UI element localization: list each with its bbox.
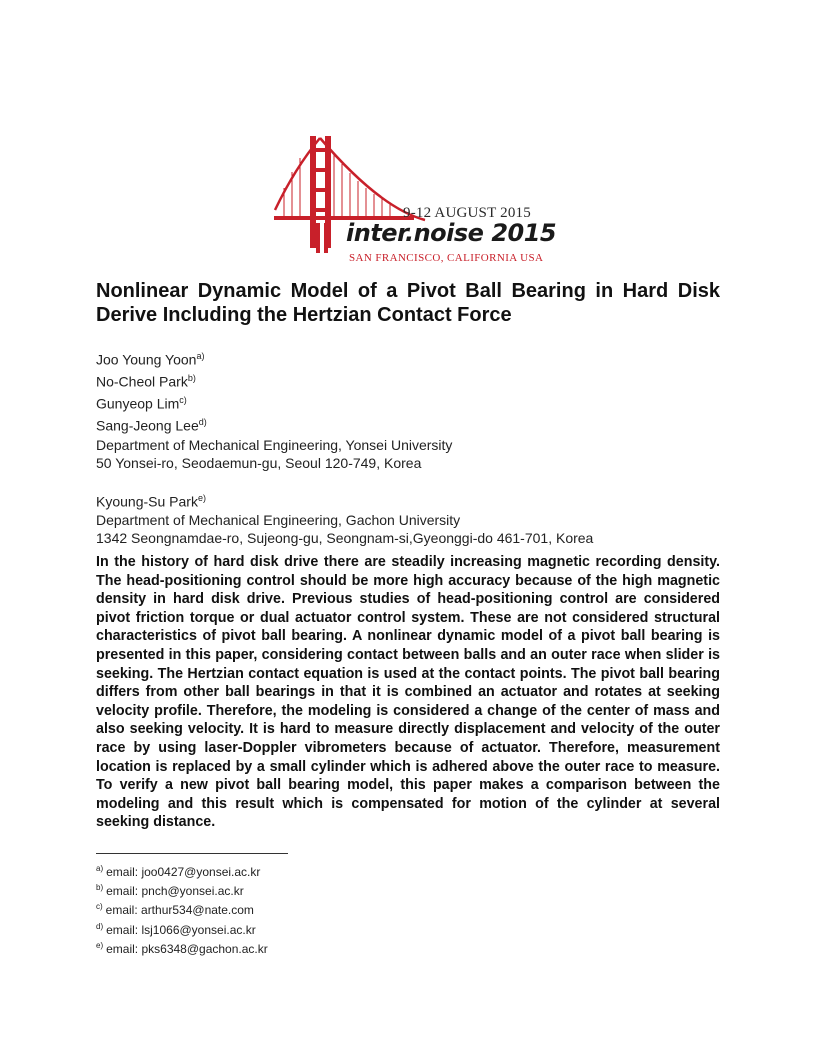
- footnote-mark: e): [96, 940, 104, 950]
- footnote-email: email: pks6348@gachon.ac.kr: [106, 941, 268, 956]
- author-mark: e): [197, 492, 206, 503]
- footnote: [96, 899, 268, 918]
- conference-location: SAN FRANCISCO, CALIFORNIA USA: [349, 252, 544, 264]
- author-line: [96, 369, 593, 391]
- conference-date: 9-12 AUGUST 2015: [403, 205, 531, 221]
- footnotes: [96, 861, 268, 957]
- author-mark: d): [198, 417, 207, 428]
- footnote-email: email: arthur534@nate.com: [105, 903, 254, 918]
- conference-logo-bridge: [270, 128, 560, 268]
- footnote-email: email: pnch@yonsei.ac.kr: [106, 884, 244, 899]
- author-line: [96, 489, 593, 511]
- author-mark: c): [179, 395, 187, 406]
- address: 50 Yonsei-ro, Seodaemun-gu, Seoul 120-749, Korea: [96, 455, 422, 472]
- author-name: Gunyeop Lim: [96, 395, 180, 412]
- footnote: [96, 861, 268, 880]
- author-name: Sang-Jeong Lee: [96, 418, 199, 435]
- affiliation: Department of Mechanical Engineering, Yonsei University: [96, 436, 453, 453]
- author-line: [96, 391, 593, 413]
- footnote-email: email: joo0427@yonsei.ac.kr: [106, 865, 261, 879]
- author-mark: b): [187, 373, 196, 384]
- address: 1342 Seongnamdae-ro, Sujeong-gu, Seongnam-si,Gyeonggi-do 461-701, Korea: [96, 530, 594, 547]
- abstract: In the history of hard disk drive there are steadily increasing magnetic recording density. The head-positioning control should be more high accuracy because of the high magnetic density in hard disk drive. Previous studies of head-positioning control are considered pivot friction torque or dual actuator control system. These are not considered structural characteristics of pivot ball bearing. A nonlinear dynamic model of a pivot ball bearing is presented in this paper, considering contact between balls and an outer race when slider is seeking. The Hertzian contact equation is used at the contact points. The pivot ball bearing differs from other ball bearings in that it is combined an actuator and rotates at seeking velocity profile. Therefore, the modeling is considered a change of the center of mass and also seeking velocity. It is hard to measure directly displacement and velocity of the outer race by using laser-Doppler vibrometers because of actuator. Therefore, measurement location is replaced by a small cylinder which is adhered above the outer race to measure. To verify a new pivot ball bearing model, this paper makes a comparison between the modeling and this result which is compensated for motion of the cylinder at several seeking distance.: [96, 554, 720, 831]
- paper-title: Nonlinear Dynamic Model of a Pivot Ball Bearing in Hard Disk Derive Including the Hertzian Contact Force: [96, 280, 720, 326]
- footnote-mark: d): [96, 921, 104, 931]
- author-block: [96, 347, 593, 548]
- author-line: [96, 413, 593, 435]
- footnote: [96, 938, 268, 957]
- footnote-mark: c): [96, 902, 103, 912]
- affiliation: Department of Mechanical Engineering, Gachon University: [96, 511, 461, 528]
- author-name: Kyoung-Su Park: [96, 493, 198, 510]
- footnote: [96, 880, 268, 899]
- footnote-email: email: lsj1066@yonsei.ac.kr: [106, 922, 256, 937]
- author-name: Joo Young Yoon: [96, 351, 197, 368]
- author-line: [96, 347, 593, 369]
- author-mark: a): [196, 351, 205, 361]
- conference-name: inter.noise 2015: [346, 219, 557, 247]
- footnote: [96, 919, 268, 938]
- footnote-divider: [96, 853, 288, 854]
- author-name: No-Cheol Park: [96, 373, 188, 390]
- footnote-mark: a): [96, 864, 104, 873]
- footnote-mark: b): [96, 883, 104, 893]
